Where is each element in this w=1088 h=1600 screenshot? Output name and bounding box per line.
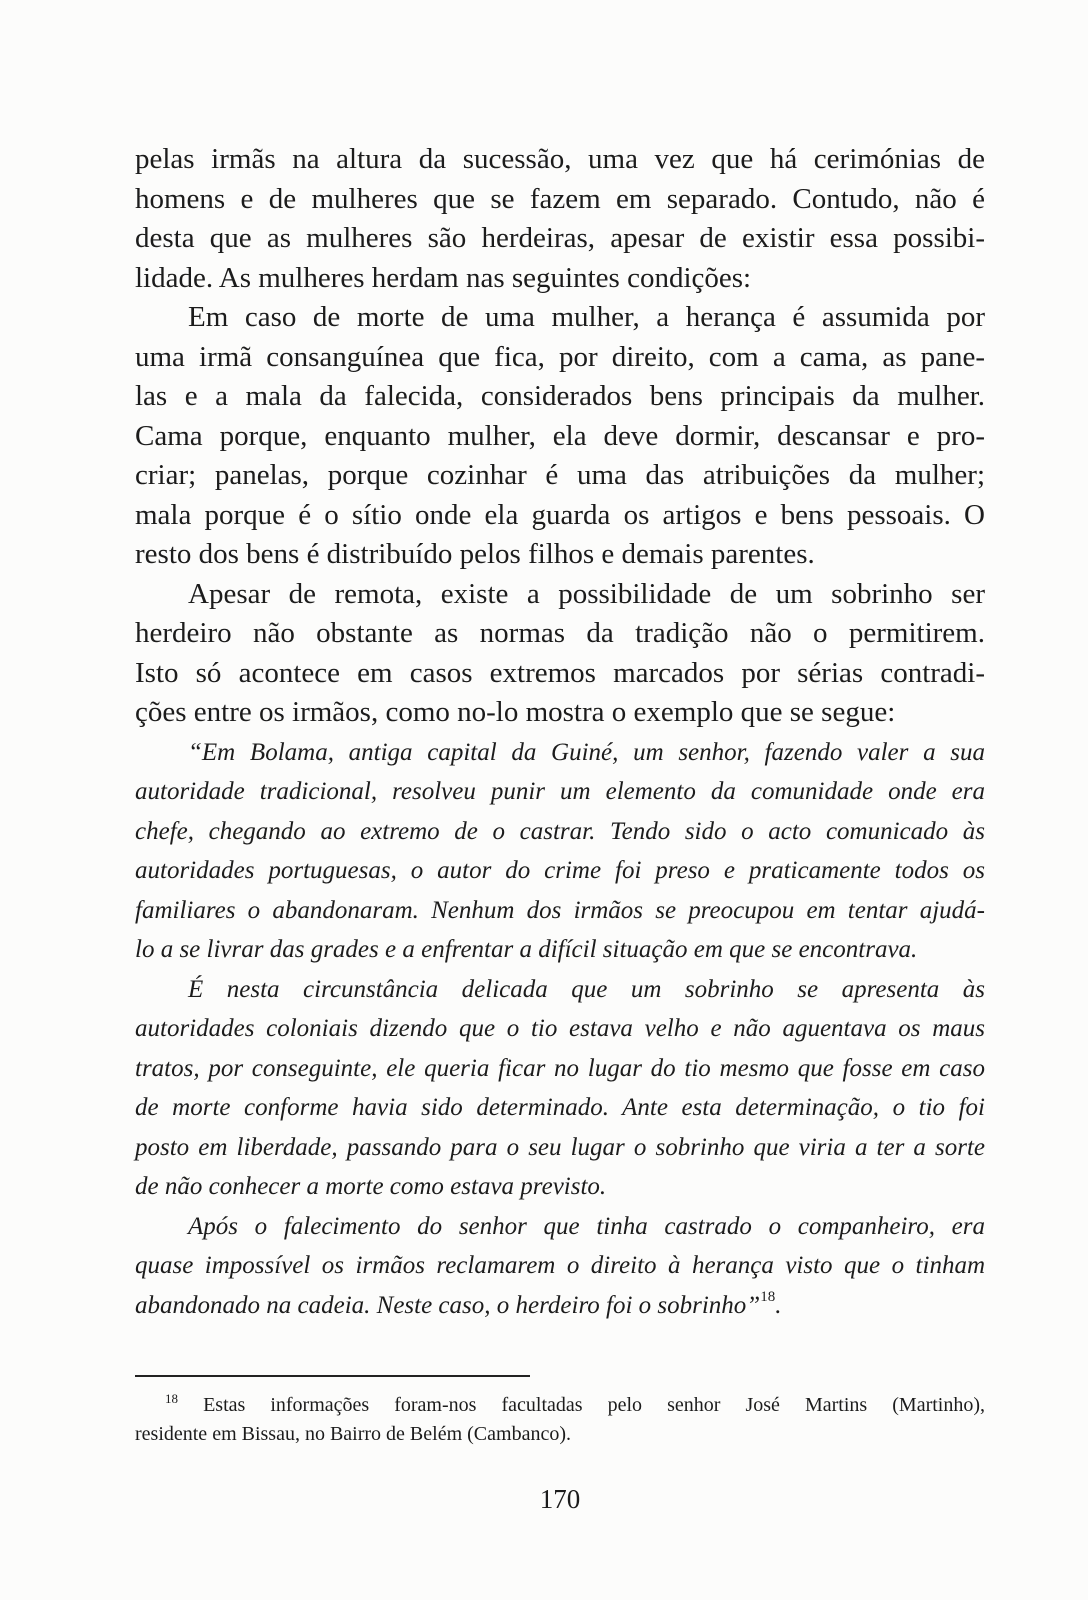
text-line: lidade. As mulheres herdam nas seguintes condições: <box>135 261 752 294</box>
quote-line: É nesta circunstância delicada que um sobrinho se apresenta às <box>188 975 985 1003</box>
text-line: herdeiro não obstante as normas da tradição não o permitirem. <box>135 617 985 649</box>
text-line: desta que as mulheres são herdeiras, apesar de existir essa possibi- <box>135 222 985 254</box>
footnote-rule <box>135 1375 530 1377</box>
quote-line: de morte conforme havia sido determinado. Ante esta determinação, o tio foi <box>135 1094 985 1121</box>
footnote-line <box>135 1391 985 1420</box>
text-line: criar; panelas, porque cozinhar é uma das atribuições da mulher; <box>135 459 985 491</box>
body-text <box>135 140 985 733</box>
text-line: uma irmã consanguínea que fica, por direito, com a cama, as pane- <box>135 340 985 373</box>
footnote-reference[interactable]: 18 <box>760 1288 776 1305</box>
quote-line: tratos, por conseguinte, ele queria ficar no lugar do tio mesmo que fosse em caso <box>135 1054 985 1082</box>
paragraph <box>135 575 985 733</box>
paragraph <box>135 298 985 575</box>
footnote <box>135 1391 985 1449</box>
page-number: 170 <box>539 1484 581 1514</box>
footnote-line: residente em Bissau, no Bairro de Belém (Cambanco). <box>135 1423 571 1445</box>
footnote-text: Estas informações foram-nos facultadas pelo senhor José Martins (Martinho), <box>203 1394 986 1416</box>
quote-line: quase impossível os irmãos reclamarem o direito à herança visto que o tinham <box>135 1252 985 1279</box>
text-line: las e a mala da falecida, considerados bens principais da mulher. <box>135 380 985 412</box>
paragraph <box>135 140 985 298</box>
quote-line: autoridades coloniais dizendo que o tio estava velho e não aguentava os maus <box>135 1015 985 1042</box>
text-line: pelas irmãs na altura da sucessão, uma vez que há cerimónias de <box>135 143 985 175</box>
quote-line: “Em Bolama, antiga capital da Guiné, um senhor, fazendo valer a sua <box>188 738 985 766</box>
quote-line: autoridade tradicional, resolveu punir um elemento da comunidade onde era <box>135 778 985 805</box>
quote-paragraph <box>135 733 985 970</box>
text-line: Em caso de morte de uma mulher, a herança é assumida por <box>188 301 985 333</box>
block-quote <box>135 733 985 1326</box>
quote-line-final <box>135 1286 985 1326</box>
quote-line: Após o falecimento do senhor que tinha castrado o companheiro, era <box>188 1212 985 1240</box>
quote-line: autoridades portuguesas, o autor do crime foi preso e praticamente todos os <box>135 857 985 884</box>
closing-punctuation: . <box>775 1291 782 1319</box>
footnote-marker: 18 <box>165 1391 178 1406</box>
main-text <box>135 140 985 1325</box>
text-line: homens e de mulheres que se fazem em separado. Contudo, não é <box>135 182 985 215</box>
quote-line-text: abandonado na cadeia. Neste caso, o herdeiro foi o sobrinho” <box>135 1291 761 1319</box>
quote-line: de não conhecer a morte como estava previsto. <box>135 1173 607 1200</box>
text-line: resto dos bens é distribuído pelos filhos e demais parentes. <box>135 538 815 570</box>
text-line: mala porque é o sítio onde ela guarda os artigos e bens pessoais. O <box>135 498 985 531</box>
quote-line: posto em liberdade, passando para o seu lugar o sobrinho que viria a ter a sorte <box>135 1133 985 1161</box>
quote-line: familiares o abandonaram. Nenhum dos irmãos se preocupou em tentar ajudá- <box>135 896 985 924</box>
text-line: Isto só acontece em casos extremos marcados por sérias contradi- <box>135 656 985 689</box>
quote-line: chefe, chegando ao extremo de o castrar. Tendo sido o acto comunicado às <box>135 817 985 845</box>
quote-line: lo a se livrar das grades e a enfrentar a difícil situação em que se encontrava. <box>135 936 918 963</box>
text-line: ções entre os irmãos, como no-lo mostra o exemplo que se segue: <box>135 696 896 728</box>
quote-paragraph <box>135 1207 985 1326</box>
text-line: Apesar de remota, existe a possibilidade de um sobrinho ser <box>188 577 985 610</box>
text-line: Cama porque, enquanto mulher, ela deve dormir, descansar e pro- <box>135 419 985 452</box>
quote-paragraph <box>135 970 985 1207</box>
